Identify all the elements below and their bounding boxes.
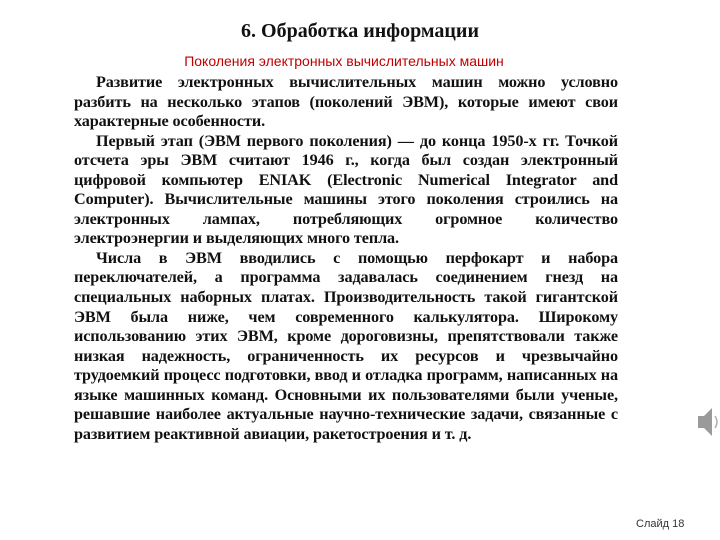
page-heading: 6. Обработка информации: [241, 20, 479, 42]
paragraph-2: [74, 132, 618, 249]
slide-subtitle: Поколения электронных вычислительных машин: [184, 53, 504, 69]
scanned-text-body: [74, 73, 618, 444]
speaker-icon[interactable]: [696, 402, 720, 442]
paragraph-2-text: (ЭВМ первого поколения) — до конца 1950-х гг. Точкой отсчета эры ЭВМ считают 1946 г., когда был создан электронный цифровой компьютер ENIAK (Electronic Numerical Integrator and Computer). Вычислительные машины этого поколения строились на электронных лампах, потребляющих огромное количество электроэнергии и выделяющих много тепла.: [74, 131, 618, 248]
paragraph-2-label: Первый этап: [96, 131, 193, 150]
slide-number: Слайд 18: [636, 518, 685, 530]
paragraph-1: Развитие электронных вычислительных машин можно условно разбить на несколько этапов (поколений ЭВМ), которые имеют свои характерные особенности.: [74, 73, 618, 131]
paragraph-3: Числа в ЭВМ вводились с помощью перфокарт и набора переключателей, а программа задавалась соединением гнезд на специальных наборных платах. Производительность такой гигантской ЭВМ была ниже, чем современного калькулятора. Широкому использованию этих ЭВМ, кроме дороговизны, препятствовали также низкая надежность, ограниченность их ресурсов и чрезвычайно трудоемкий процесс подготовки, ввод и отладка программ, написанных на языке машинных команд. Основными их пользователями были ученые, решавшие наиболее актуальные научно-технические задачи, связанные с развитием реактивной авиации, ракетостроения и т. д.: [74, 248, 618, 443]
